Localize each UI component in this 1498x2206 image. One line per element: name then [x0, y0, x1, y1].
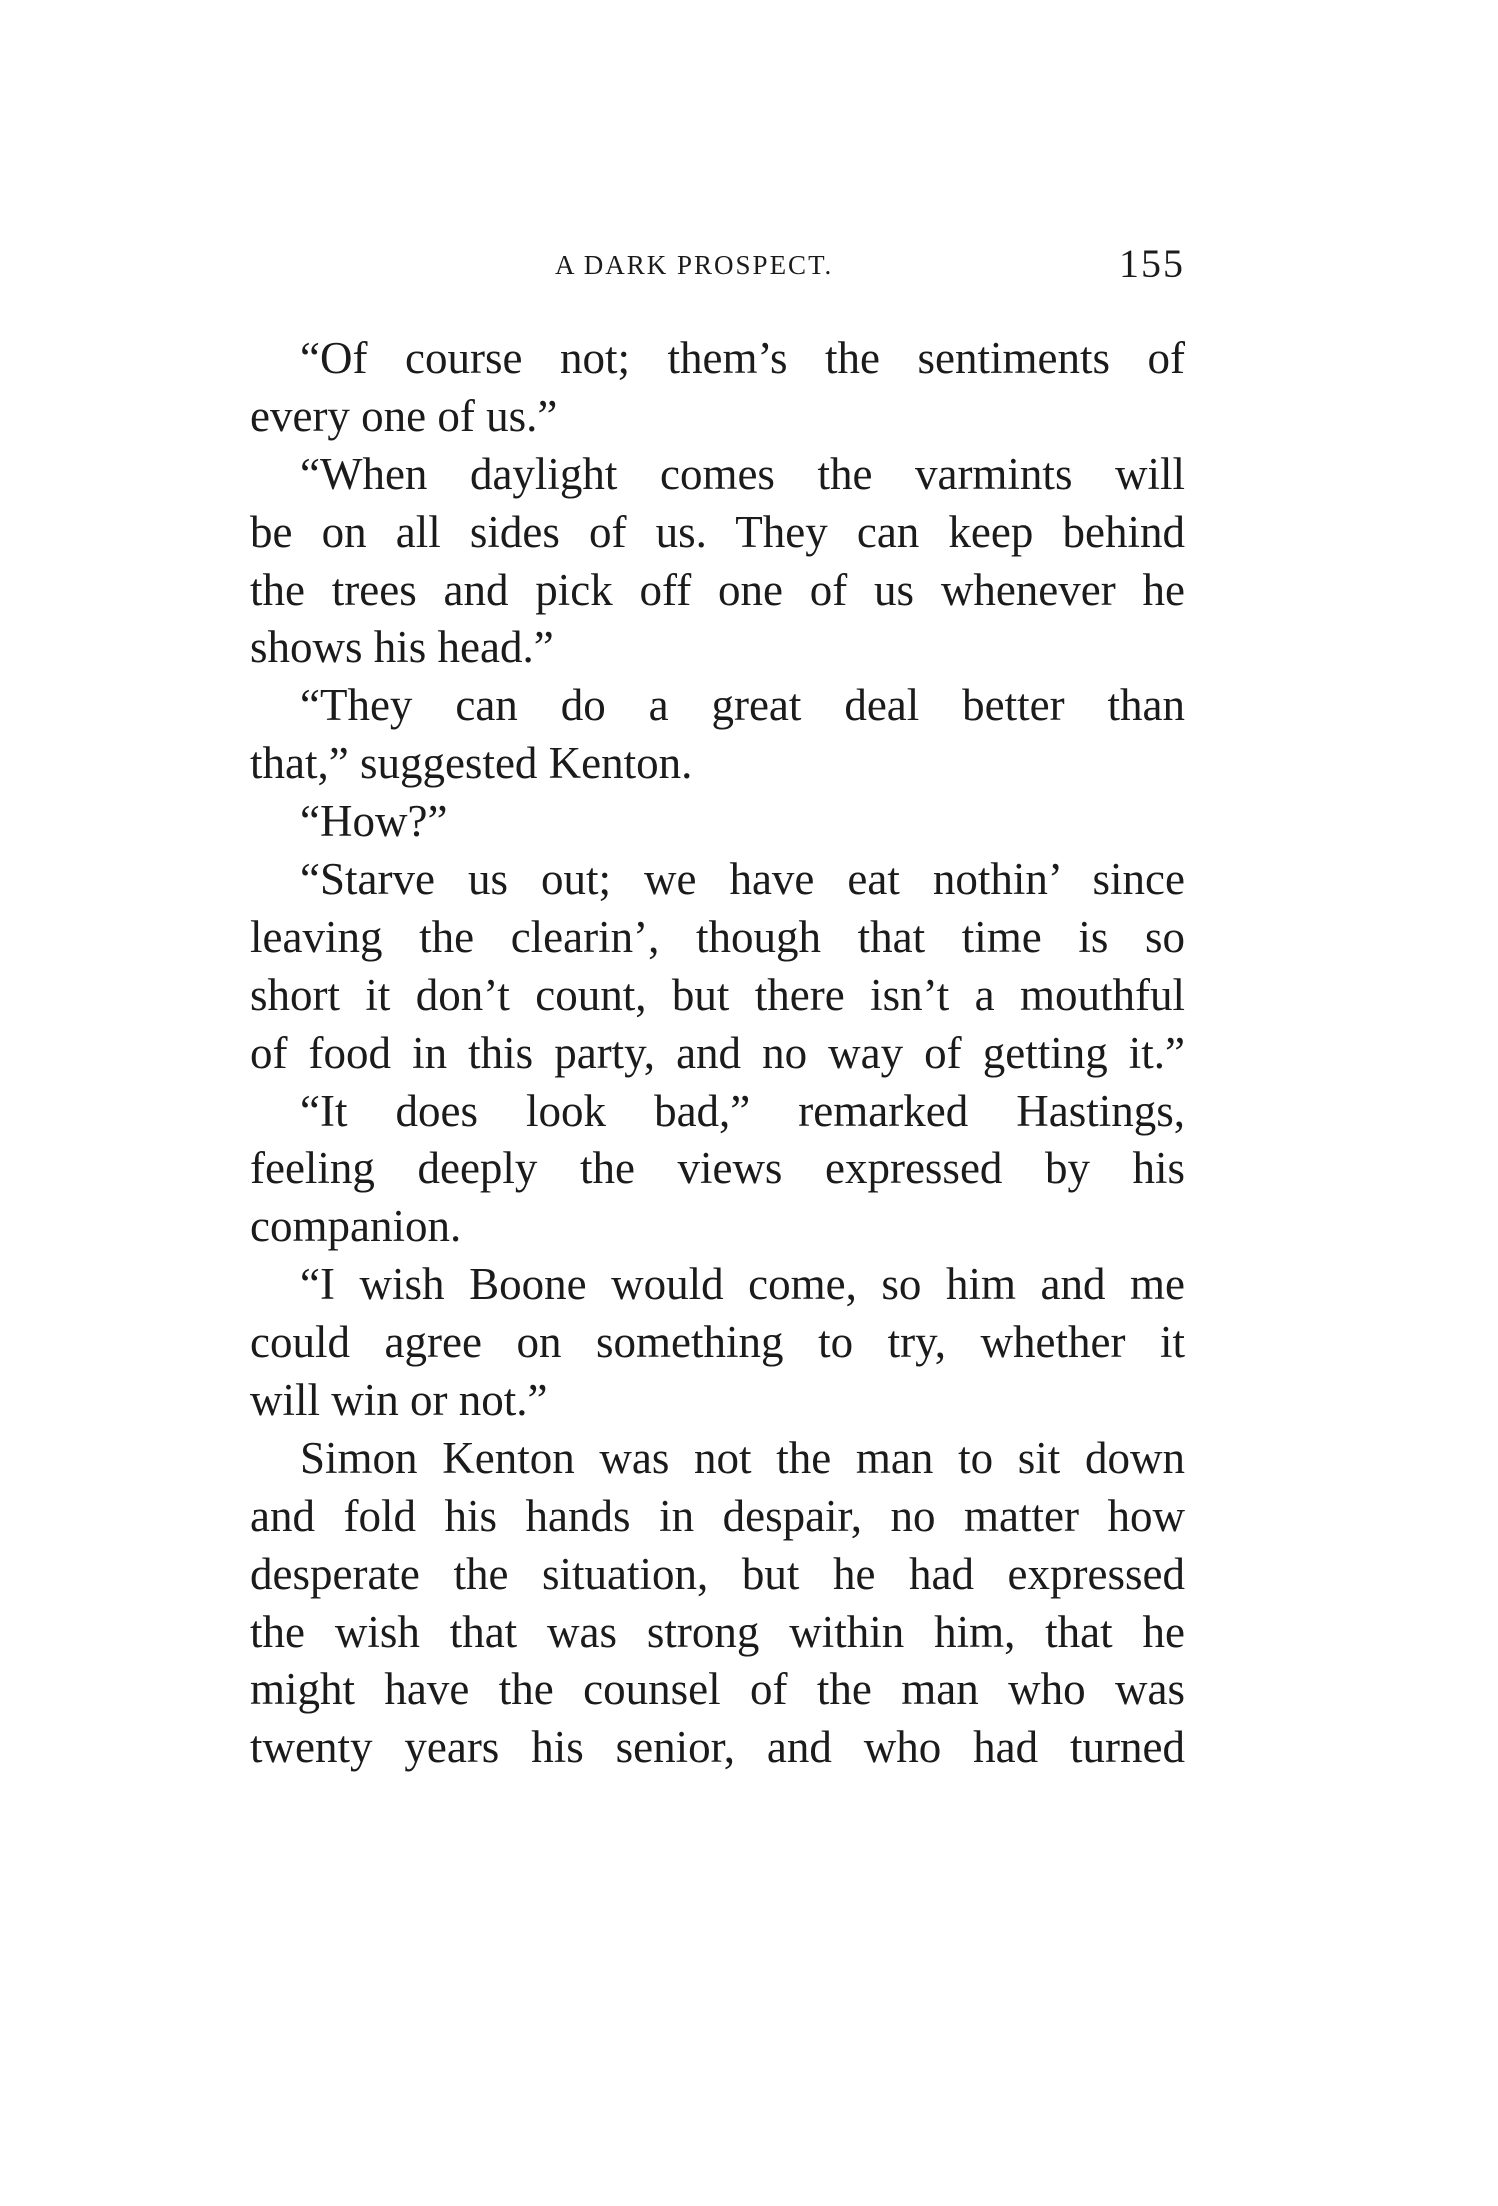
text-line: desperate the situation, but he had expressed: [250, 1548, 1185, 1599]
text-line: short it don’t count, but there isn’t a mouthful: [250, 969, 1185, 1020]
running-title: A DARK PROSPECT.: [555, 250, 834, 280]
text-line: twenty years his senior, and who had turned: [250, 1722, 1185, 1773]
body-text: [250, 330, 1185, 1777]
text-line: “When daylight comes the varmints will: [300, 448, 1185, 499]
text-line: will win or not.”: [250, 1375, 548, 1426]
text-line: “They can do a great deal better than: [300, 680, 1185, 731]
text-line: shows his head.”: [250, 622, 554, 673]
text-line: feeling deeply the views expressed by his: [250, 1143, 1185, 1194]
text-line: every one of us.”: [250, 390, 558, 441]
text-line: of food in this party, and no way of getting it.”: [250, 1027, 1185, 1078]
text-line: “Of course not; them’s the sentiments of: [300, 333, 1185, 383]
text-line: “It does look bad,” remarked Hastings,: [300, 1085, 1185, 1136]
text-line: leaving the clearin’, though that time is so: [250, 911, 1185, 962]
text-line: the trees and pick off one of us whenever he: [250, 564, 1185, 615]
text-line: and fold his hands in despair, no matter how: [250, 1490, 1185, 1541]
running-head: [250, 240, 1185, 290]
text-line: “How?”: [300, 796, 448, 847]
text-line: “I wish Boone would come, so him and me: [300, 1259, 1185, 1310]
text-line: that,” suggested Kenton.: [250, 738, 693, 789]
text-line: be on all sides of us. They can keep behind: [250, 506, 1185, 557]
text-line: might have the counsel of the man who was: [250, 1664, 1185, 1715]
text-line: the wish that was strong within him, that he: [250, 1606, 1185, 1657]
text-line: companion.: [250, 1201, 462, 1252]
text-line: could agree on something to try, whether it: [250, 1317, 1185, 1368]
page-number: 155: [1119, 241, 1185, 286]
text-line: “Starve us out; we have eat nothin’ since: [300, 854, 1185, 905]
text-line: Simon Kenton was not the man to sit down: [300, 1432, 1185, 1483]
